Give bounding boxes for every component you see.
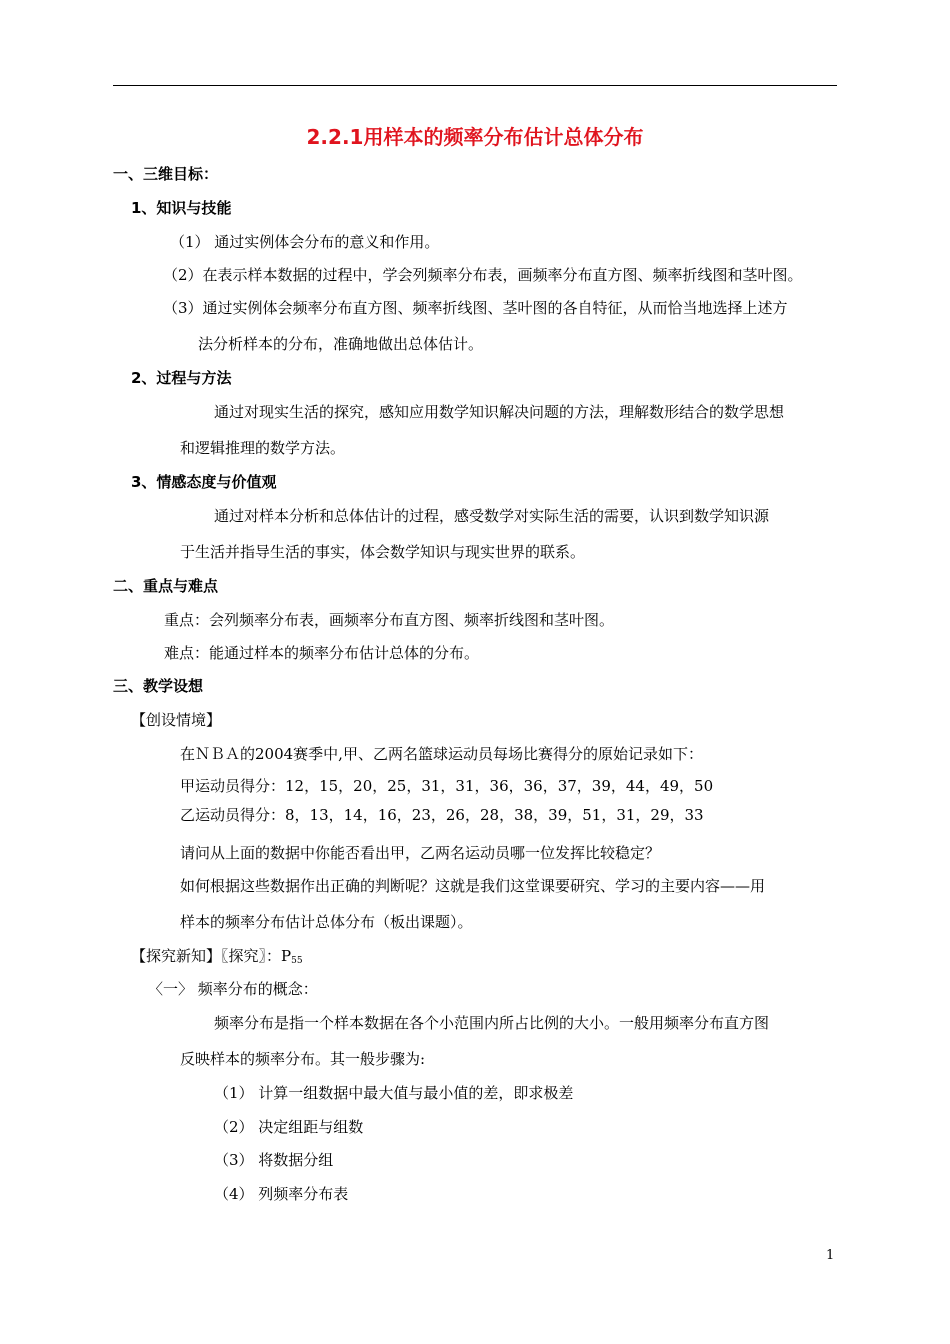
player-jia-scores: 甲运动员得分：12，15，20，25，31，31，36，36，37，39，44，49，50 (180, 777, 714, 795)
scenario-question-2: 如何根据这些数据作出正确的判断呢？这就是我们这堂课要研究、学习的主要内容——用 (180, 877, 766, 895)
step-item: （3） 将数据分组 (214, 1151, 334, 1169)
scenario-intro: 在ＮＢＡ的2004赛季中,甲、乙两名篮球运动员每场比赛得分的原始记录如下： (180, 745, 703, 763)
explore-heading (131, 946, 303, 971)
scenario-question-2-cont: 样本的频率分布估计总体分布（板出课题）。 (180, 913, 473, 931)
objective-item-1: （1） 通过实例体会分布的意义和作用。 (170, 233, 440, 251)
objective-item-3-cont: 法分析样本的分布，准确地做出总体估计。 (198, 335, 484, 353)
step-item: （4） 列频率分布表 (214, 1185, 349, 1203)
scenario-question-1: 请问从上面的数据中你能否看出甲，乙两名运动员哪一位发挥比较稳定？ (180, 844, 661, 862)
difficult-point: 难点：能通过样本的频率分布估计总体的分布。 (164, 644, 480, 662)
player-yi-scores: 乙运动员得分：8，13，14，16，23，26，28，38，39，51，31，29，33 (180, 806, 704, 824)
explore-page-subscript: 55 (291, 956, 303, 966)
header-rule (113, 85, 837, 86)
subsection-process-method: 2、过程与方法 (131, 369, 232, 387)
subsection-knowledge-skills: 1、知识与技能 (131, 199, 232, 217)
section-3-heading: 三、教学设想 (113, 677, 204, 695)
subsection-attitude-values: 3、情感态度与价值观 (131, 473, 277, 491)
page-number: 1 (826, 1248, 835, 1263)
step-item: （2） 决定组距与组数 (214, 1118, 364, 1136)
process-paragraph: 通过对现实生活的探究，感知应用数学知识解决问题的方法，理解数形结合的数学思想 (214, 403, 785, 421)
scenario-heading: 【创设情境】 (131, 711, 222, 729)
section-2-heading: 二、重点与难点 (113, 577, 219, 595)
objective-item-3: （3）通过实例体会频率分布直方图、频率折线图、茎叶图的各自特征，从而恰当地选择上述方 (163, 299, 788, 317)
document-title: 2.2.1用样本的频率分布估计总体分布 (306, 125, 644, 149)
step-item: （1） 计算一组数据中最大值与最小值的差，即求极差 (214, 1084, 574, 1102)
key-point: 重点：会列频率分布表，画频率分布直方图、频率折线图和茎叶图。 (164, 611, 615, 629)
process-paragraph-cont: 和逻辑推理的数学方法。 (180, 439, 346, 457)
concept-heading: 〈一〉 频率分布的概念： (148, 980, 318, 998)
section-1-heading: 一、三维目标： (113, 165, 219, 183)
attitude-paragraph: 通过对样本分析和总体估计的过程，感受数学对实际生活的需要，认识到数学知识源 (214, 507, 770, 525)
concept-paragraph: 频率分布是指一个样本数据在各个小范围内所占比例的大小。一般用频率分布直方图 (214, 1014, 770, 1032)
attitude-paragraph-cont: 于生活并指导生活的事实，体会数学知识与现实世界的联系。 (180, 543, 586, 561)
concept-paragraph-cont: 反映样本的频率分布。其一般步骤为: (180, 1050, 426, 1068)
objective-item-2: （2）在表示样本数据的过程中，学会列频率分布表，画频率分布直方图、频率折线图和茎叶图。 (163, 266, 803, 284)
explore-heading-text: 【探究新知】〖探究〗：P (131, 947, 292, 965)
